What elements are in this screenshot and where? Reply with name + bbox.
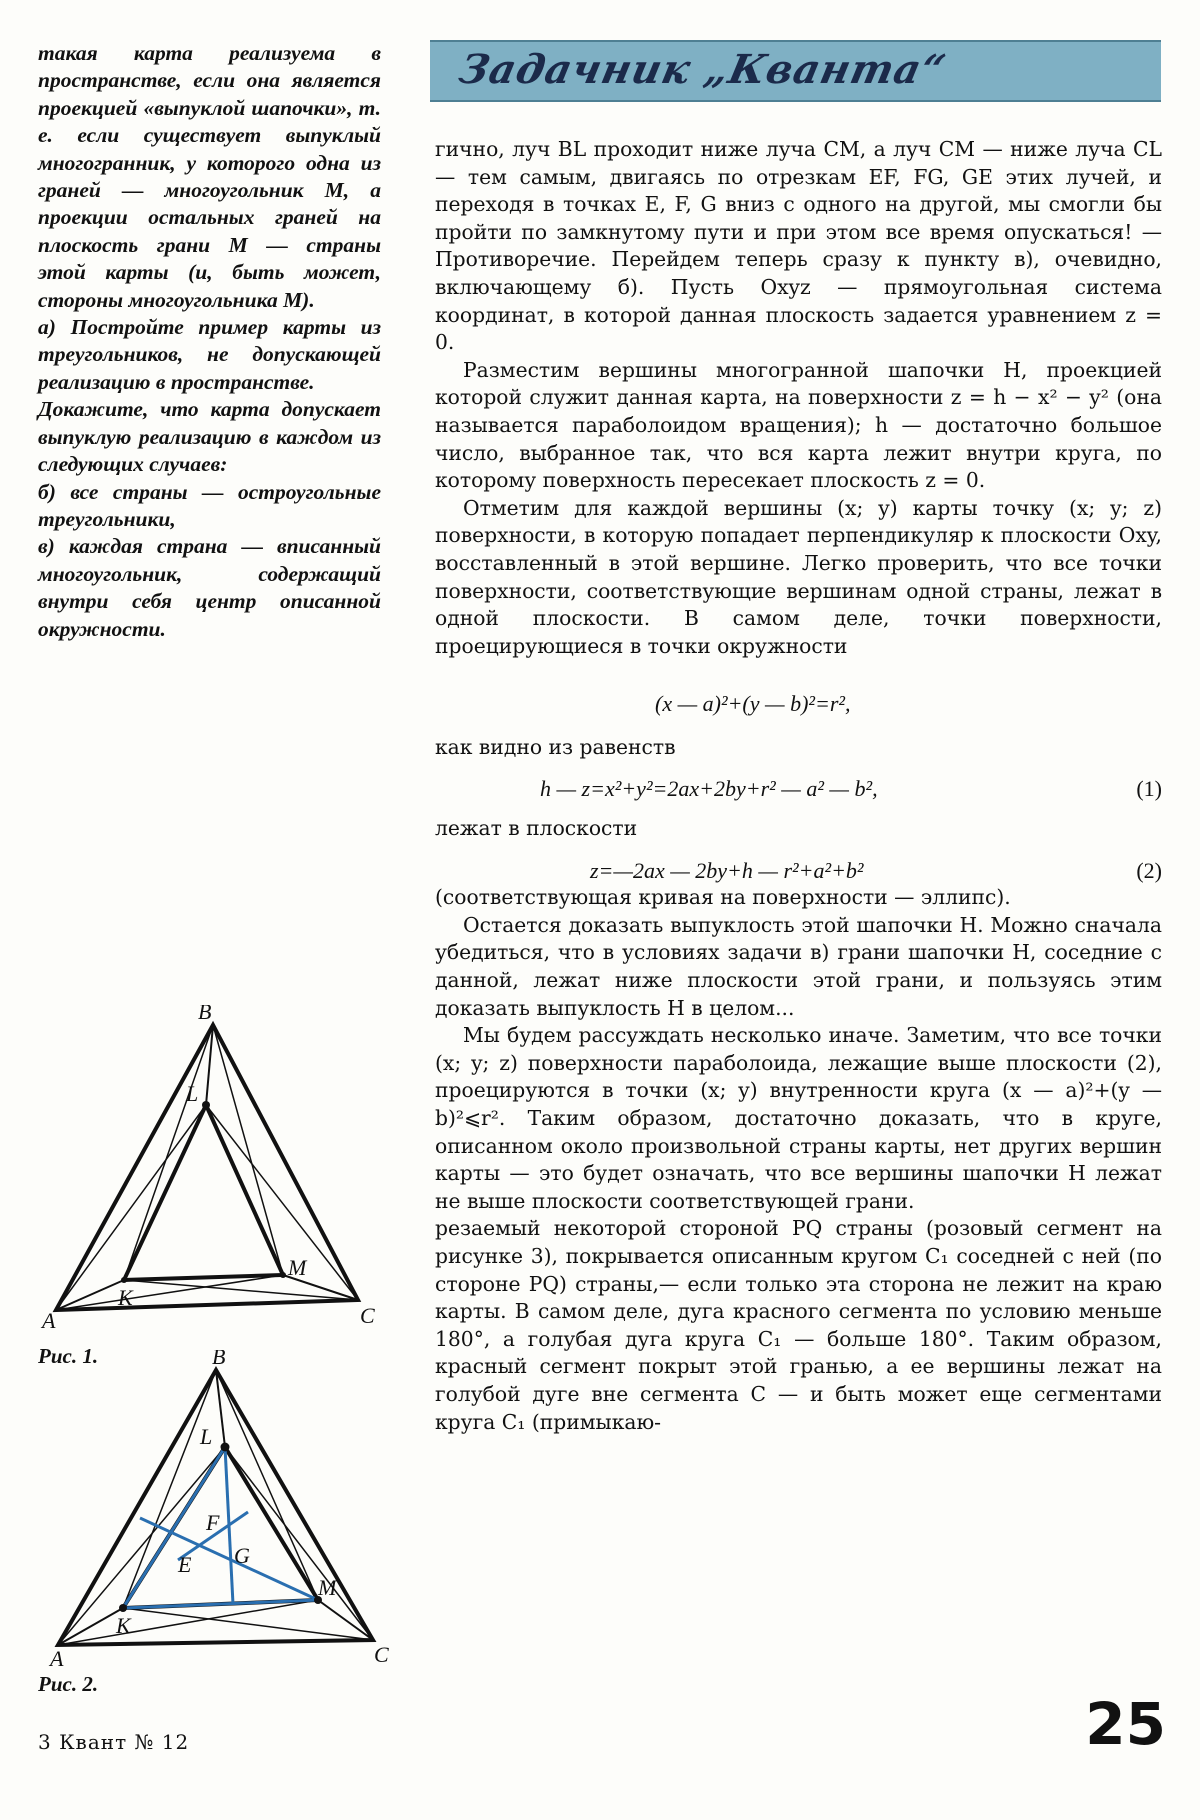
left-paragraph-prove: Докажите, что карта допускает выпуклую реализацию в каждом из следующих случаев: — [38, 397, 381, 477]
fig1-outer-triangle — [56, 1025, 358, 1310]
fig2-inner-triangle — [123, 1447, 318, 1608]
figure-1 — [38, 1005, 388, 1330]
fig2-blue-side-KM — [123, 1600, 318, 1608]
fig1-label-L: L — [186, 1081, 199, 1106]
fig1-label-K: K — [118, 1285, 133, 1310]
fig1-label-B: B — [198, 1005, 212, 1024]
fig2-label-M: M — [318, 1575, 337, 1600]
equation-2-text: z=—2ax — 2by+h — r²+a²+b² — [590, 857, 864, 883]
equation-1-text: h — z=x²+y²=2ax+2by+r² — a² — b², — [540, 776, 878, 802]
main-paragraph-8: Мы будем рассуждать несколько иначе. Заметим, что все точки (x; y; z) поверхности параболоида, лежащие выше плоскости (2), проецируются в точки (x; y) внутренности круга (x — a)²+(y — b)²⩽r². Таким образом, достаточно доказать, что в круге, описанном около произвольной страны карты, нет других вершин карты — это будет означать, что все вершины шапочки H лежат не выше плоскости соответствующей грани. — [435, 1023, 1162, 1213]
equation-2 — [435, 857, 1162, 885]
fig2-label-L: L — [200, 1424, 213, 1449]
section-title: Задачник „Кванта“ — [455, 46, 951, 93]
main-paragraph-3: Отметим для каждой вершины (x; y) карты точку (x; y; z) поверхности, в которую попадает перпендикуляр к плоскости Oxy, восставленный в этой вершине. Легко проверить, что все точки поверхности, соответствующие вершинам одной страны, лежат в одной плоскости. В самом деле, точки поверхности, проецирующиеся в точки окружности — [435, 495, 1162, 658]
main-paragraph-6: (соответствующая кривая на поверхности — эллипс). — [435, 885, 1011, 910]
equation-1 — [435, 775, 1162, 803]
fig2-label-A: A — [50, 1646, 64, 1670]
fig1-label-C: C — [360, 1303, 375, 1328]
equation-2-number: (2) — [1136, 857, 1162, 883]
page-number: 25 — [1085, 1690, 1166, 1758]
fig2-label-F: F — [206, 1510, 220, 1535]
fig2-label-K: K — [116, 1613, 131, 1638]
figure-2-caption: Рис. 2. — [38, 1672, 99, 1696]
main-paragraph-2: Разместим вершины многогранной шапочки H, проекцией которой служит данная карта, на поверхности z = h − x² − y² (она называется параболоидом вращения); h — достаточно большое число, выбранное так, что вся карта лежит внутри круга, по которому поверхность пересекает плоскость z = 0. — [435, 357, 1162, 493]
main-paragraph-9: резаемый некоторой стороной PQ страны (розовый сегмент на рисунке 3), покрывается описанным кругом C₁ соседней с ней (по стороне PQ) страны,— если только эта сторона не лежит на краю карты. В самом деле, дуга красного сегмента по условию меньше 180°, а голубая дуга круга C₁ — больше 180°. Таким образом, красный сегмент покрыт этой гранью, а ее вершины лежат на голубой дуге вне сегмента C — и быть может еще сегментами круга C₁ (примыкаю- — [435, 1216, 1162, 1434]
problem-part-a: а) Постройте пример карты из треугольников, не допускающей реализацию в пространстве. — [38, 315, 381, 394]
main-paragraph-1: гично, луч BL проходит ниже луча CM, а луч CM — ниже луча CL — тем самым, двигаясь по отрезкам EF, FG, GE этих лучей, и переходя в точках E, F, G вниз с одного на другой, мы смогли бы пройти по замкнутому пути и при этом все время опускаться! — Противоречие. Перейдем теперь сразу к пункту в), очевидно, включающему б). Пусть Oxyz — прямоугольная система координат, в которой данная плоскость задается уравнением z = 0. — [435, 137, 1162, 355]
fig2-label-B: B — [212, 1350, 226, 1369]
fig1-label-A: A — [42, 1308, 56, 1330]
problem-part-b: б) все страны — остроугольные треугольники, — [38, 479, 381, 531]
main-paragraph-5: лежат в плоскости — [435, 816, 638, 841]
equation-circle-text: (x — a)²+(y — b)²=r², — [655, 691, 851, 717]
equation-1-number: (1) — [1136, 776, 1162, 802]
main-paragraph-4: как видно из равенств — [435, 734, 676, 759]
section-header-band — [430, 40, 1161, 102]
fig2-label-C: C — [374, 1642, 389, 1667]
main-paragraph-7: Остается доказать выпуклость этой шапочки H. Можно сначала убедиться, что в условиях задачи в) грани шапочки H, соседние с данной, лежат ниже плоскости этой грани, и пользуясь этим доказать выпуклость H в целом... — [435, 912, 1162, 1020]
left-paragraph-1: такая карта реализуема в пространстве, если она является проекцией «выпуклой шапочки», т. е. если существует выпуклый многогранник, у которого одна из граней — многоугольник M, а проекции остальных граней на плоскость грани M — страны этой карты (и, быть может, стороны многоугольника M). — [38, 41, 381, 312]
fig2-label-G: G — [234, 1543, 250, 1568]
fig2-label-E: E — [178, 1552, 192, 1577]
figure-1-caption: Рис. 1. — [38, 1344, 99, 1368]
issue-footer: 3 Квант № 12 — [38, 1730, 190, 1754]
fig1-label-M: M — [288, 1255, 307, 1280]
left-column — [38, 40, 381, 643]
main-column — [435, 136, 1162, 1436]
equation-circle — [435, 690, 1162, 718]
figure-2 — [38, 1350, 398, 1670]
problem-part-c: в) каждая страна — вписанный многоугольник, содержащий внутри себя центр описанной окружности. — [38, 534, 381, 641]
